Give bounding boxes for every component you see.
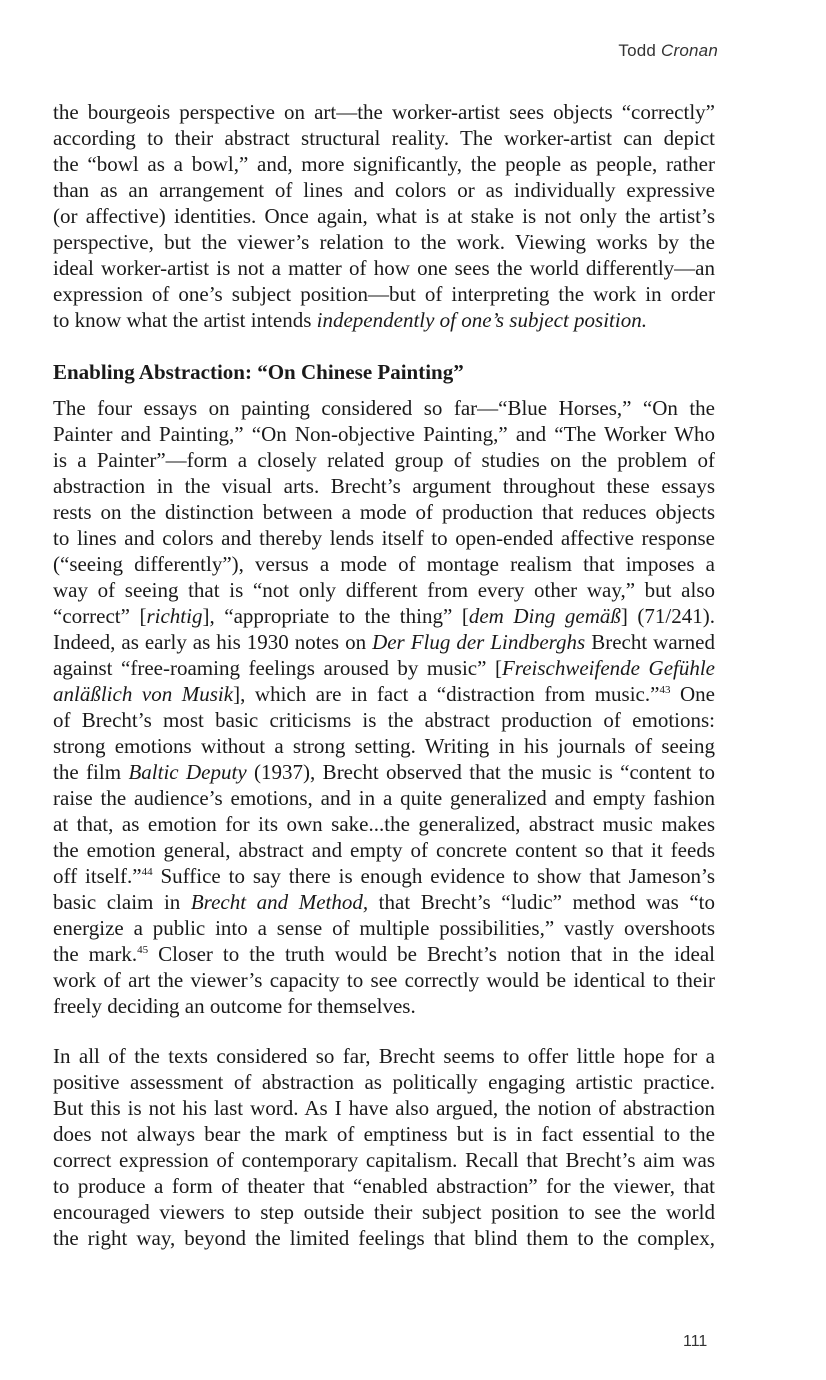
text-run: One	[670, 682, 715, 706]
text-line	[53, 941, 715, 967]
italic-run: dem Ding gemäß	[468, 604, 621, 628]
text-line: The four essays on painting considered so far—“Blue Horses,” “On the	[53, 396, 715, 420]
text-line: (“seeing differently”), versus a mode of montage realism that imposes a	[53, 552, 715, 576]
text-run: (1937), Brecht observed that the music is “content to	[246, 760, 716, 784]
footnote-marker: 43	[659, 684, 671, 696]
text-line: at that, as emotion for its own sake...the generalized, abstract music makes	[53, 812, 715, 836]
text-line: correct expression of contemporary capitalism. Recall that Brecht’s aim was	[53, 1148, 715, 1172]
italic-run: Freischweifende Gefühle	[501, 656, 716, 680]
text-line	[53, 307, 715, 333]
paragraph-1	[53, 99, 715, 333]
text-run: the film	[53, 760, 129, 784]
italic-run: independently of one’s subject position.	[316, 308, 647, 332]
text-line: positive assessment of abstraction as politically engaging artistic practice.	[53, 1070, 715, 1094]
text-line: the emotion general, abstract and empty of concrete content so that it feeds	[53, 838, 715, 862]
text-line: of Brecht’s most basic criticisms is the abstract production of emotions:	[53, 708, 715, 732]
text-run: the mark.	[53, 942, 138, 966]
text-run: to know what the artist intends	[53, 308, 317, 332]
paragraph-2	[53, 395, 715, 1019]
text-run: ], “appropriate to the thing” [	[202, 604, 469, 628]
text-line	[53, 681, 715, 707]
footnote-marker: 45	[137, 944, 149, 956]
text-line: But this is not his last word. As I have also argued, the notion of abstraction	[53, 1096, 715, 1120]
text-run: against “free-roaming feelings aroused by music” [	[53, 656, 502, 680]
italic-run: Der Flug der Lindberghs	[372, 630, 586, 654]
italic-run: anläßlich von Musik	[53, 682, 234, 706]
text-run: off itself.”	[53, 864, 142, 888]
text-run: “correct” [	[53, 604, 147, 628]
running-head	[618, 41, 718, 61]
text-line	[53, 603, 715, 629]
text-line: is a Painter”—form a closely related group of studies on the problem of	[53, 448, 715, 472]
italic-run: richtig	[146, 604, 203, 628]
text-run: Suffice to say there is enough evidence to show that Jameson’s	[152, 864, 715, 888]
text-run: Closer to the truth would be Brecht’s notion that in the ideal	[148, 942, 715, 966]
text-line	[53, 759, 715, 785]
text-line: to produce a form of theater that “enabled abstraction” for the viewer, that	[53, 1174, 715, 1198]
text-run: Brecht warned	[585, 630, 715, 654]
text-run: basic claim in	[53, 890, 191, 914]
section-heading: Enabling Abstraction: “On Chinese Painting”	[53, 360, 464, 384]
text-line: (or affective) identities. Once again, what is at stake is not only the artist’s	[53, 204, 715, 228]
text-line: way of seeing that is “not only different from every other way,” but also	[53, 578, 715, 602]
italic-run: Brecht and Method,	[190, 890, 369, 914]
text-line: to lines and colors and thereby lends itself to open-ended affective response	[53, 526, 715, 550]
text-line: rests on the distinction between a mode of production that reduces objects	[53, 500, 715, 524]
footnote-marker: 44	[141, 866, 153, 878]
italic-run: Baltic Deputy	[128, 760, 247, 784]
text-line: ideal worker-artist is not a matter of how one sees the world differently—an	[53, 256, 715, 280]
author-last-name: Cronan	[661, 41, 718, 60]
text-line: abstraction in the visual arts. Brecht’s argument throughout these essays	[53, 474, 715, 498]
text-line: raise the audience’s emotions, and in a quite generalized and empty fashion	[53, 786, 715, 810]
text-line: freely deciding an outcome for themselves.	[53, 994, 416, 1018]
text-run: ] (71/241).	[620, 604, 715, 628]
text-line: expression of one’s subject position—but of interpreting the work in order	[53, 282, 715, 306]
text-line: does not always bear the mark of emptiness but is in fact essential to the	[53, 1122, 715, 1146]
text-line: work of art the viewer’s capacity to see correctly would be identical to their	[53, 968, 715, 992]
text-run: ], which are in fact a “distraction from music.”	[233, 682, 660, 706]
text-line: the right way, beyond the limited feelings that blind them to the complex,	[53, 1226, 715, 1250]
text-run: that Brecht’s “ludic” method was “to	[368, 890, 715, 914]
text-line: encouraged viewers to step outside their subject position to see the world	[53, 1200, 715, 1224]
text-line: the bourgeois perspective on art—the worker-artist sees objects “correctly”	[53, 100, 715, 124]
text-line	[53, 655, 715, 681]
text-line	[53, 863, 715, 889]
paragraph-3	[53, 1043, 715, 1251]
text-line: than as an arrangement of lines and colors or as individually expressive	[53, 178, 715, 202]
text-run: Indeed, as early as his 1930 notes on	[53, 630, 373, 654]
text-line: energize a public into a sense of multiple possibilities,” vastly overshoots	[53, 916, 715, 940]
author-first-name: Todd	[618, 41, 657, 60]
text-line: the “bowl as a bowl,” and, more significantly, the people as people, rather	[53, 152, 715, 176]
page-number: 111	[683, 1333, 708, 1350]
text-line: In all of the texts considered so far, Brecht seems to offer little hope for a	[53, 1044, 715, 1068]
text-line	[53, 889, 715, 915]
text-line: perspective, but the viewer’s relation to the work. Viewing works by the	[53, 230, 715, 254]
text-line: Painter and Painting,” “On Non-objective Painting,” and “The Worker Who	[53, 422, 715, 446]
text-line: according to their abstract structural reality. The worker-artist can depict	[53, 126, 715, 150]
text-line: strong emotions without a strong setting. Writing in his journals of seeing	[53, 734, 715, 758]
text-line	[53, 629, 715, 655]
